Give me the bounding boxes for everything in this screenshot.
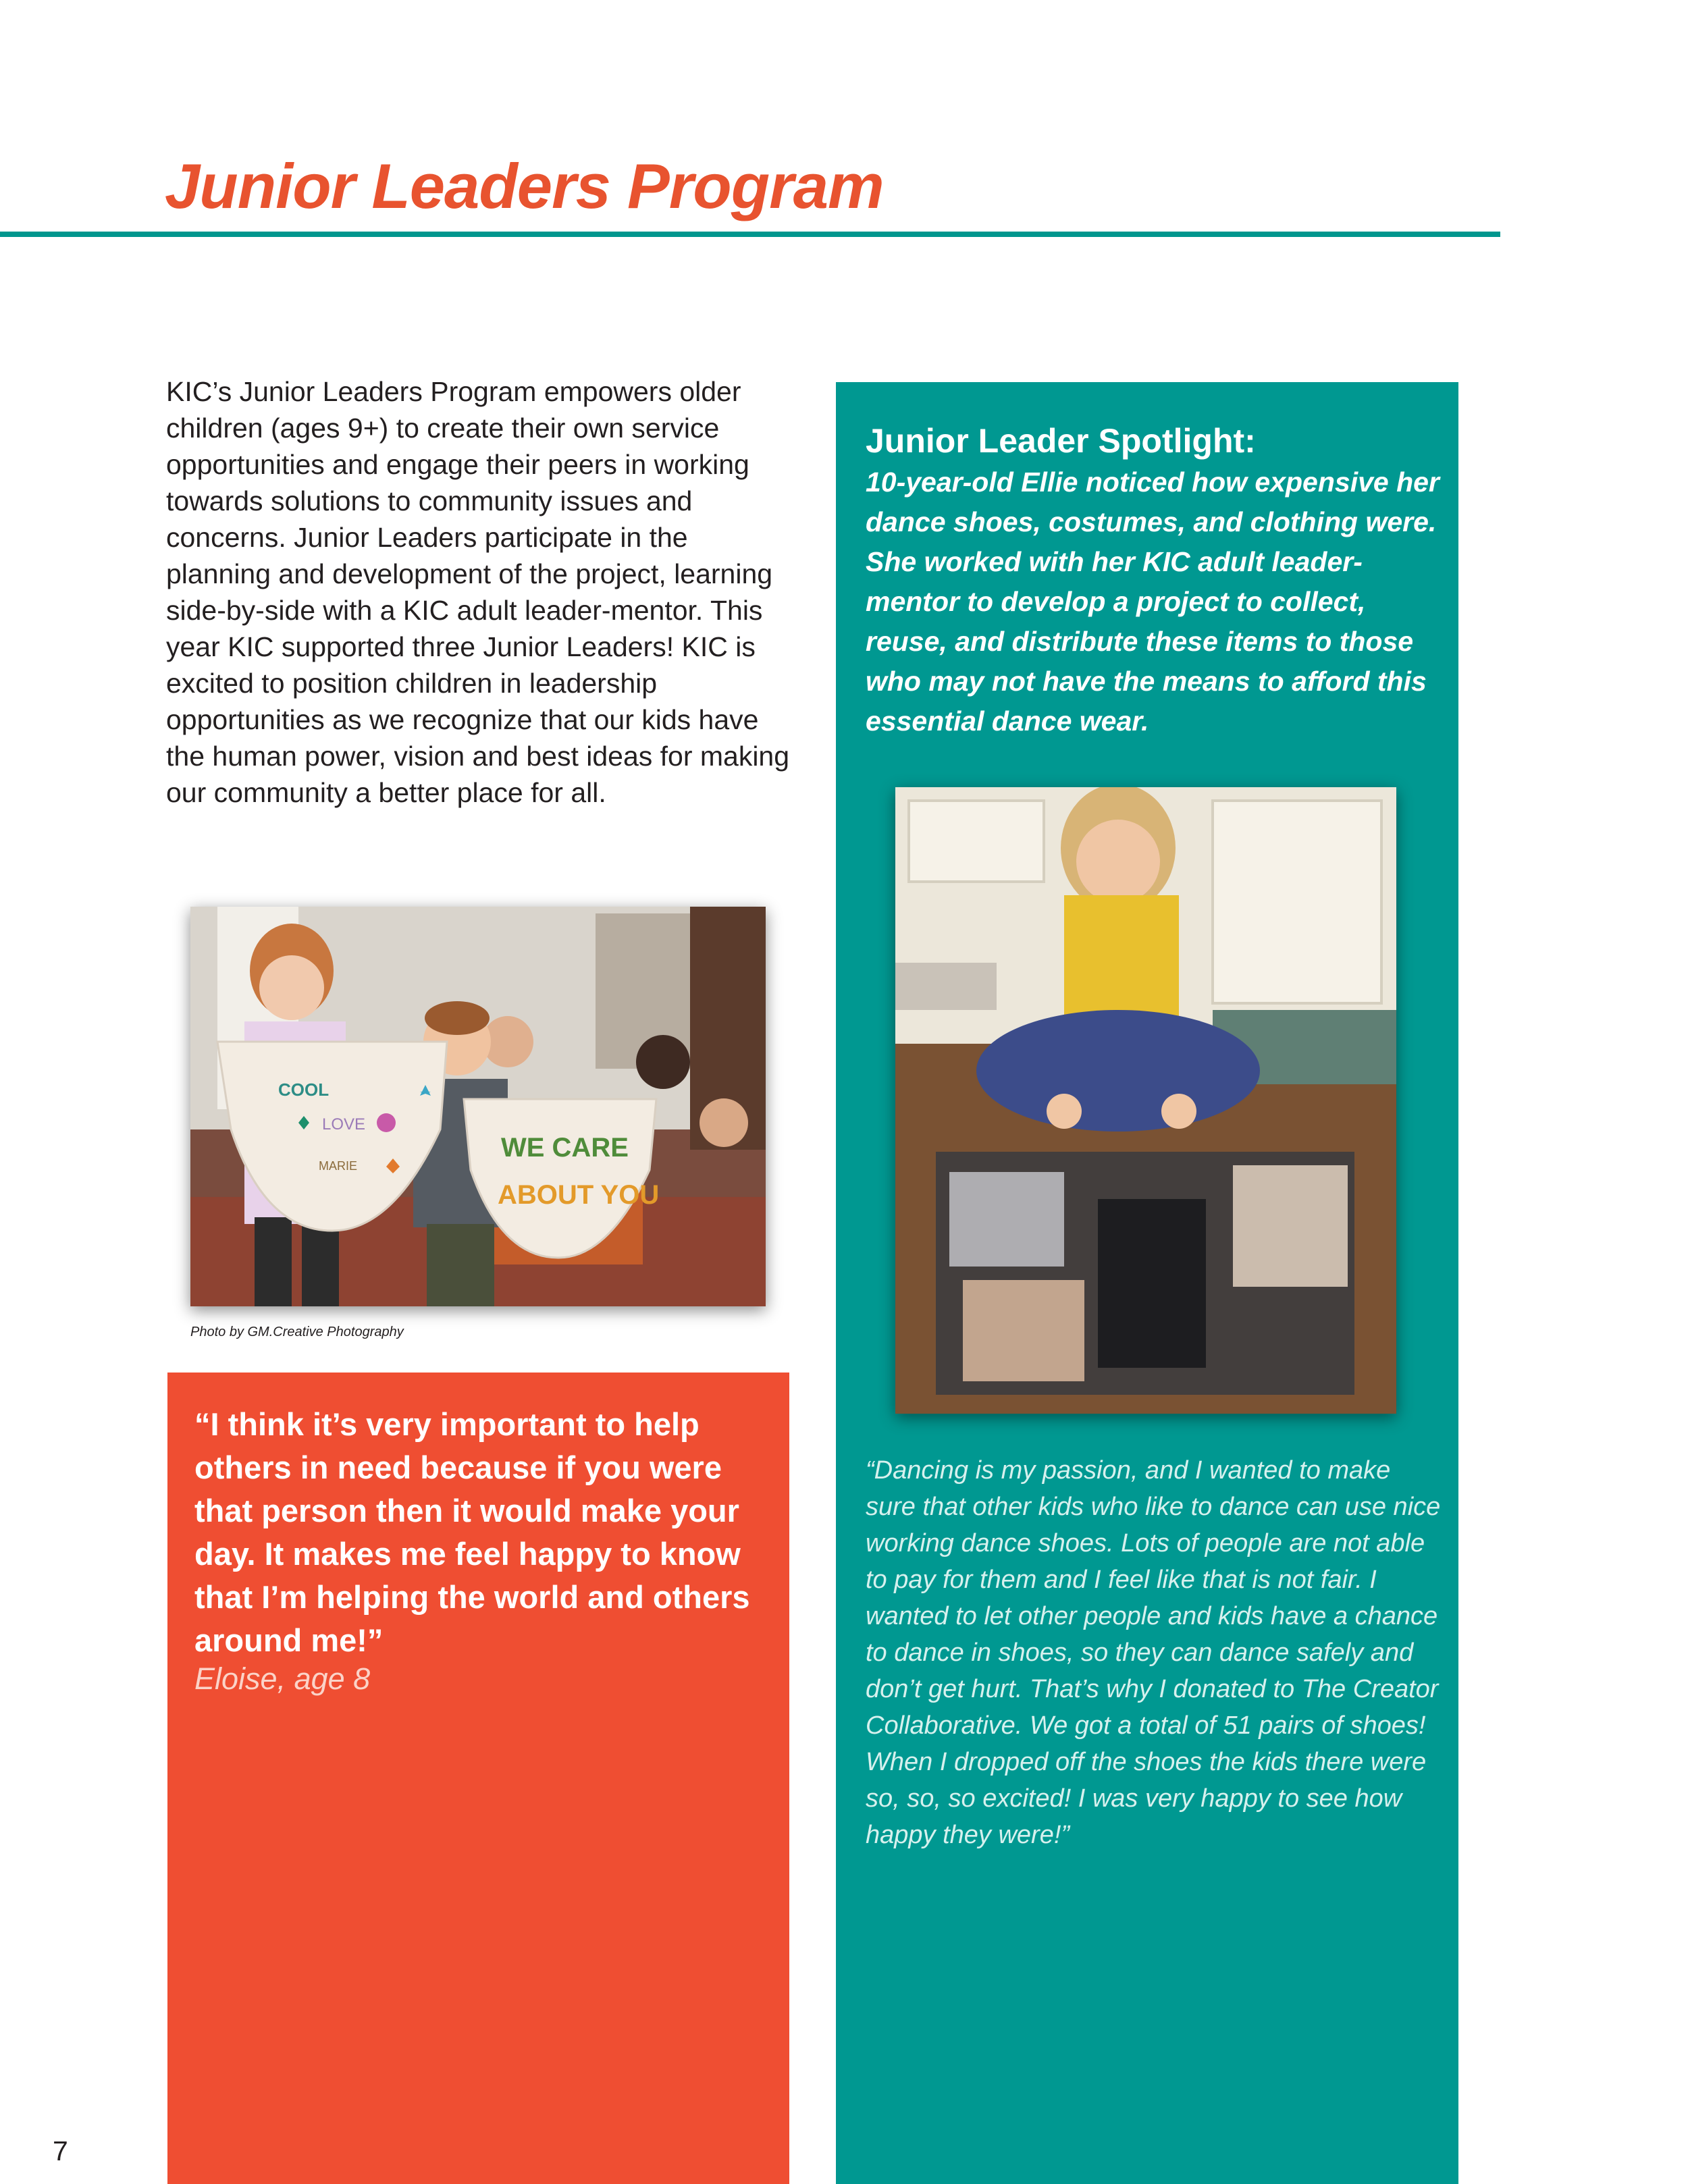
junior-leaders-photo xyxy=(190,907,766,1306)
quote-box xyxy=(167,1373,789,2184)
bag1-word-name: MARIE xyxy=(319,1159,358,1173)
title-underline xyxy=(0,232,1500,237)
bag2-text-line1: WE CARE xyxy=(501,1133,629,1163)
photo-caption: Photo by GM.Creative Photography xyxy=(190,1325,404,1339)
spotlight-quote: “Dancing is my passion, and I wanted to make sure that other kids who like to dance can use nice working dance shoes. Lots of people are not able to pay for them and I feel like that is not fair. I wanted to let other people and kids have a chance to dance in shoes, so they can dance safely and don’t get hurt. That’s why I donated to The Creator Collaborative. We got a total of 51 pairs of shoes! When I dropped off the shoes the kids there were so, so, so excited! I was very happy to see how happy they were!” xyxy=(866,1456,1441,1849)
bag1-word-love: LOVE xyxy=(322,1115,366,1134)
bag2-text-line2: ABOUT YOU xyxy=(498,1180,660,1210)
page-number: 7 xyxy=(53,2135,68,2166)
quote-text: “I think it’s very important to help others in need because if you were that person then it would make your day. It makes me feel happy to know that I’m helping the world and others around me!” xyxy=(194,1406,750,1658)
page-title: Junior Leaders Program xyxy=(165,151,884,221)
quote-attribution: Eloise, age 8 xyxy=(194,1661,371,1696)
ellie-photo xyxy=(895,787,1396,1414)
spotlight-text: 10-year-old Ellie noticed how expensive her dance shoes, costumes, and clothing were. She worked with her KIC adult leader-mentor to develop a project to collect, reuse, and distribute these items to those who may not have the means to afford this essential dance wear. xyxy=(866,467,1440,737)
bag1-word-cool: COOL xyxy=(278,1080,329,1100)
spotlight-panel xyxy=(836,382,1458,2184)
spotlight-title: Junior Leader Spotlight: xyxy=(866,422,1256,460)
intro-paragraph: KIC’s Junior Leaders Program empowers older children (ages 9+) to create their own service opportunities and engage their peers in working towards solutions to community issues and concerns. Junior Leaders participate in the planning and development of the project, learning side-by-side with a KIC adult leader-mentor. This year KIC supported three Junior Leaders! KIC is excited to position children in leadership opportunities as we recognize that our kids have the human power, vision and best ideas for making our community a better place for all. xyxy=(166,376,790,808)
